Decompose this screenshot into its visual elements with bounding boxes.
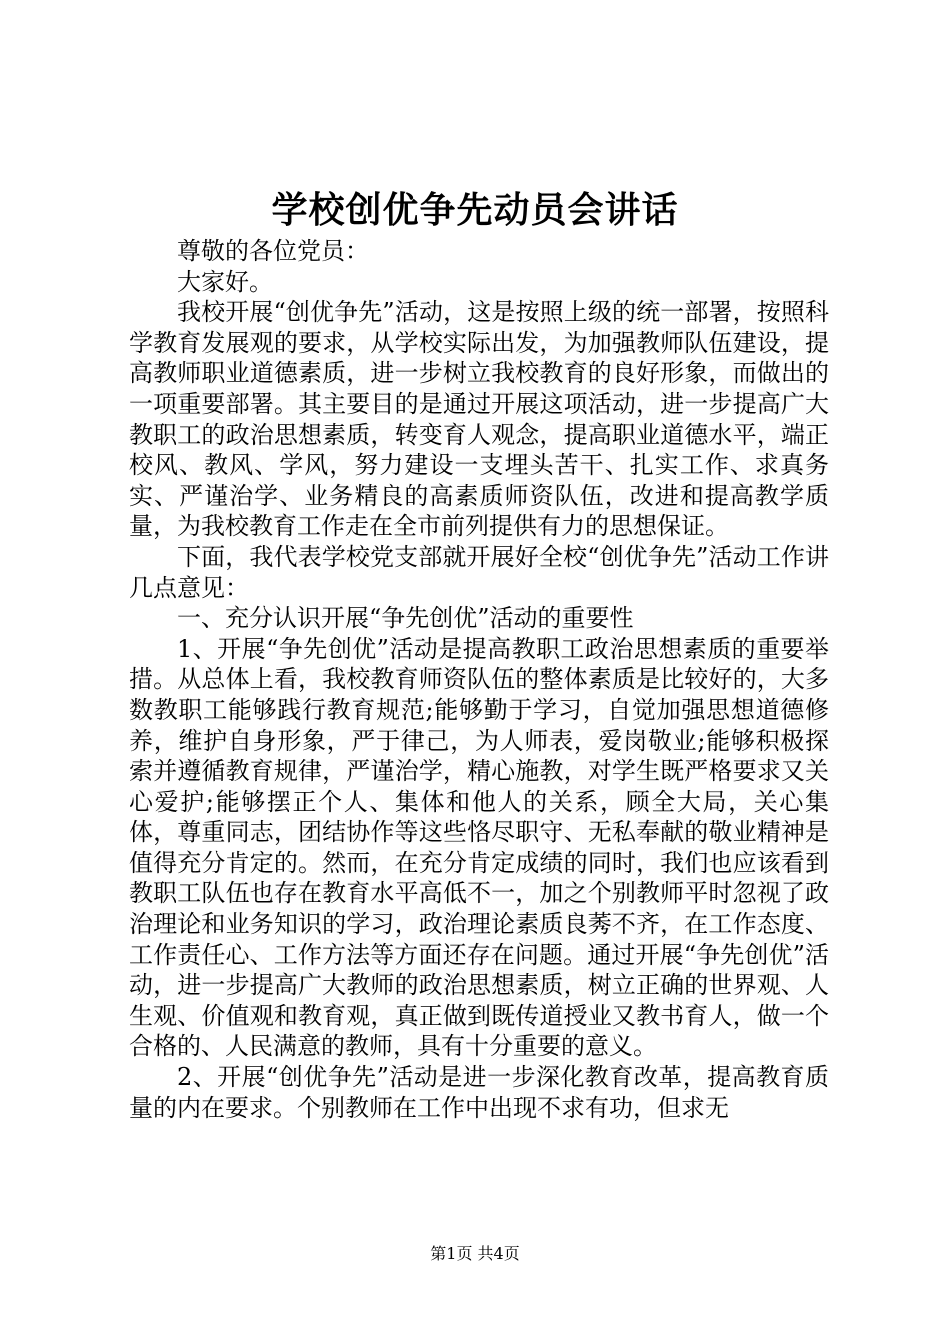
section-heading-1: 一、充分认识开展“争先创优”活动的重要性 — [177, 604, 634, 633]
paragraph-intro: 我校开展“创优争先”活动，这是按照上级的统一部署，按照科学教育发展观的要求，从学校实际出发，为加强教师队伍建设，提高教师职业道德素质，进一步树立我校教育的良好形象，而做出的一项重要部署。其主要目的是通过开展这项活动，进一步提高广大教职工的政治思想素质，转变育人观念，提高职业道德水平，端正校风、教风、学风，努力建设一支埋头苦干、扎实工作、求真务实、严谨治学、业务精良的高素质师资队伍，改进和提高教学质量，为我校教育工作走在全市前列提供有力的思想保证。 — [129, 298, 829, 541]
paragraph-transition: 下面，我代表学校党支部就开展好全校“创优争先”活动工作讲几点意见： — [129, 542, 829, 602]
greeting: 大家好。 — [177, 267, 273, 296]
document-title: 学校创优争先动员会讲话 — [271, 189, 679, 231]
paragraph-point-2: 2、开展“创优争先”活动是进一步深化教育改革，提高教育质量的内在要求。个别教师在工作中出现不求有功，但求无 — [129, 1063, 829, 1122]
page-footer: 第1页 共4页 — [430, 1244, 520, 1263]
document-body — [129, 236, 829, 1123]
paragraph-point-1: 1、开展“争先创优”活动是提高教职工政治思想素质的重要举措。从总体上看，我校教育师资队伍的整体素质是比较好的，大多数教职工能够践行教育规范;能够勤于学习，自觉加强思想道德修养，维护自身形象，严于律己，为人师表，爱岗敬业;能够积极探索并遵循教育规律，严谨治学，精心施教，对学生既严格要求又关心爱护;能够摆正个人、集体和他人的关系，顾全大局，关心集体，尊重同志，团结协作等这些恪尽职守、无私奉献的敬业精神是值得充分肯定的。然而，在充分肯定成绩的同时，我们也应该看到教职工队伍也存在教育水平高低不一，加之个别教师平时忽视了政治理论和业务知识的学习，政治理论素质良莠不齐，在工作态度、工作责任心、工作方法等方面还存在问题。通过开展“争先创优”活动，进一步提高广大教师的政治思想素质，树立正确的世界观、人生观、价值观和教育观，真正做到既传道授业又教书育人，做一个合格的、人民满意的教师，具有十分重要的意义。 — [129, 634, 829, 1061]
salutation: 尊敬的各位党员： — [177, 237, 369, 265]
